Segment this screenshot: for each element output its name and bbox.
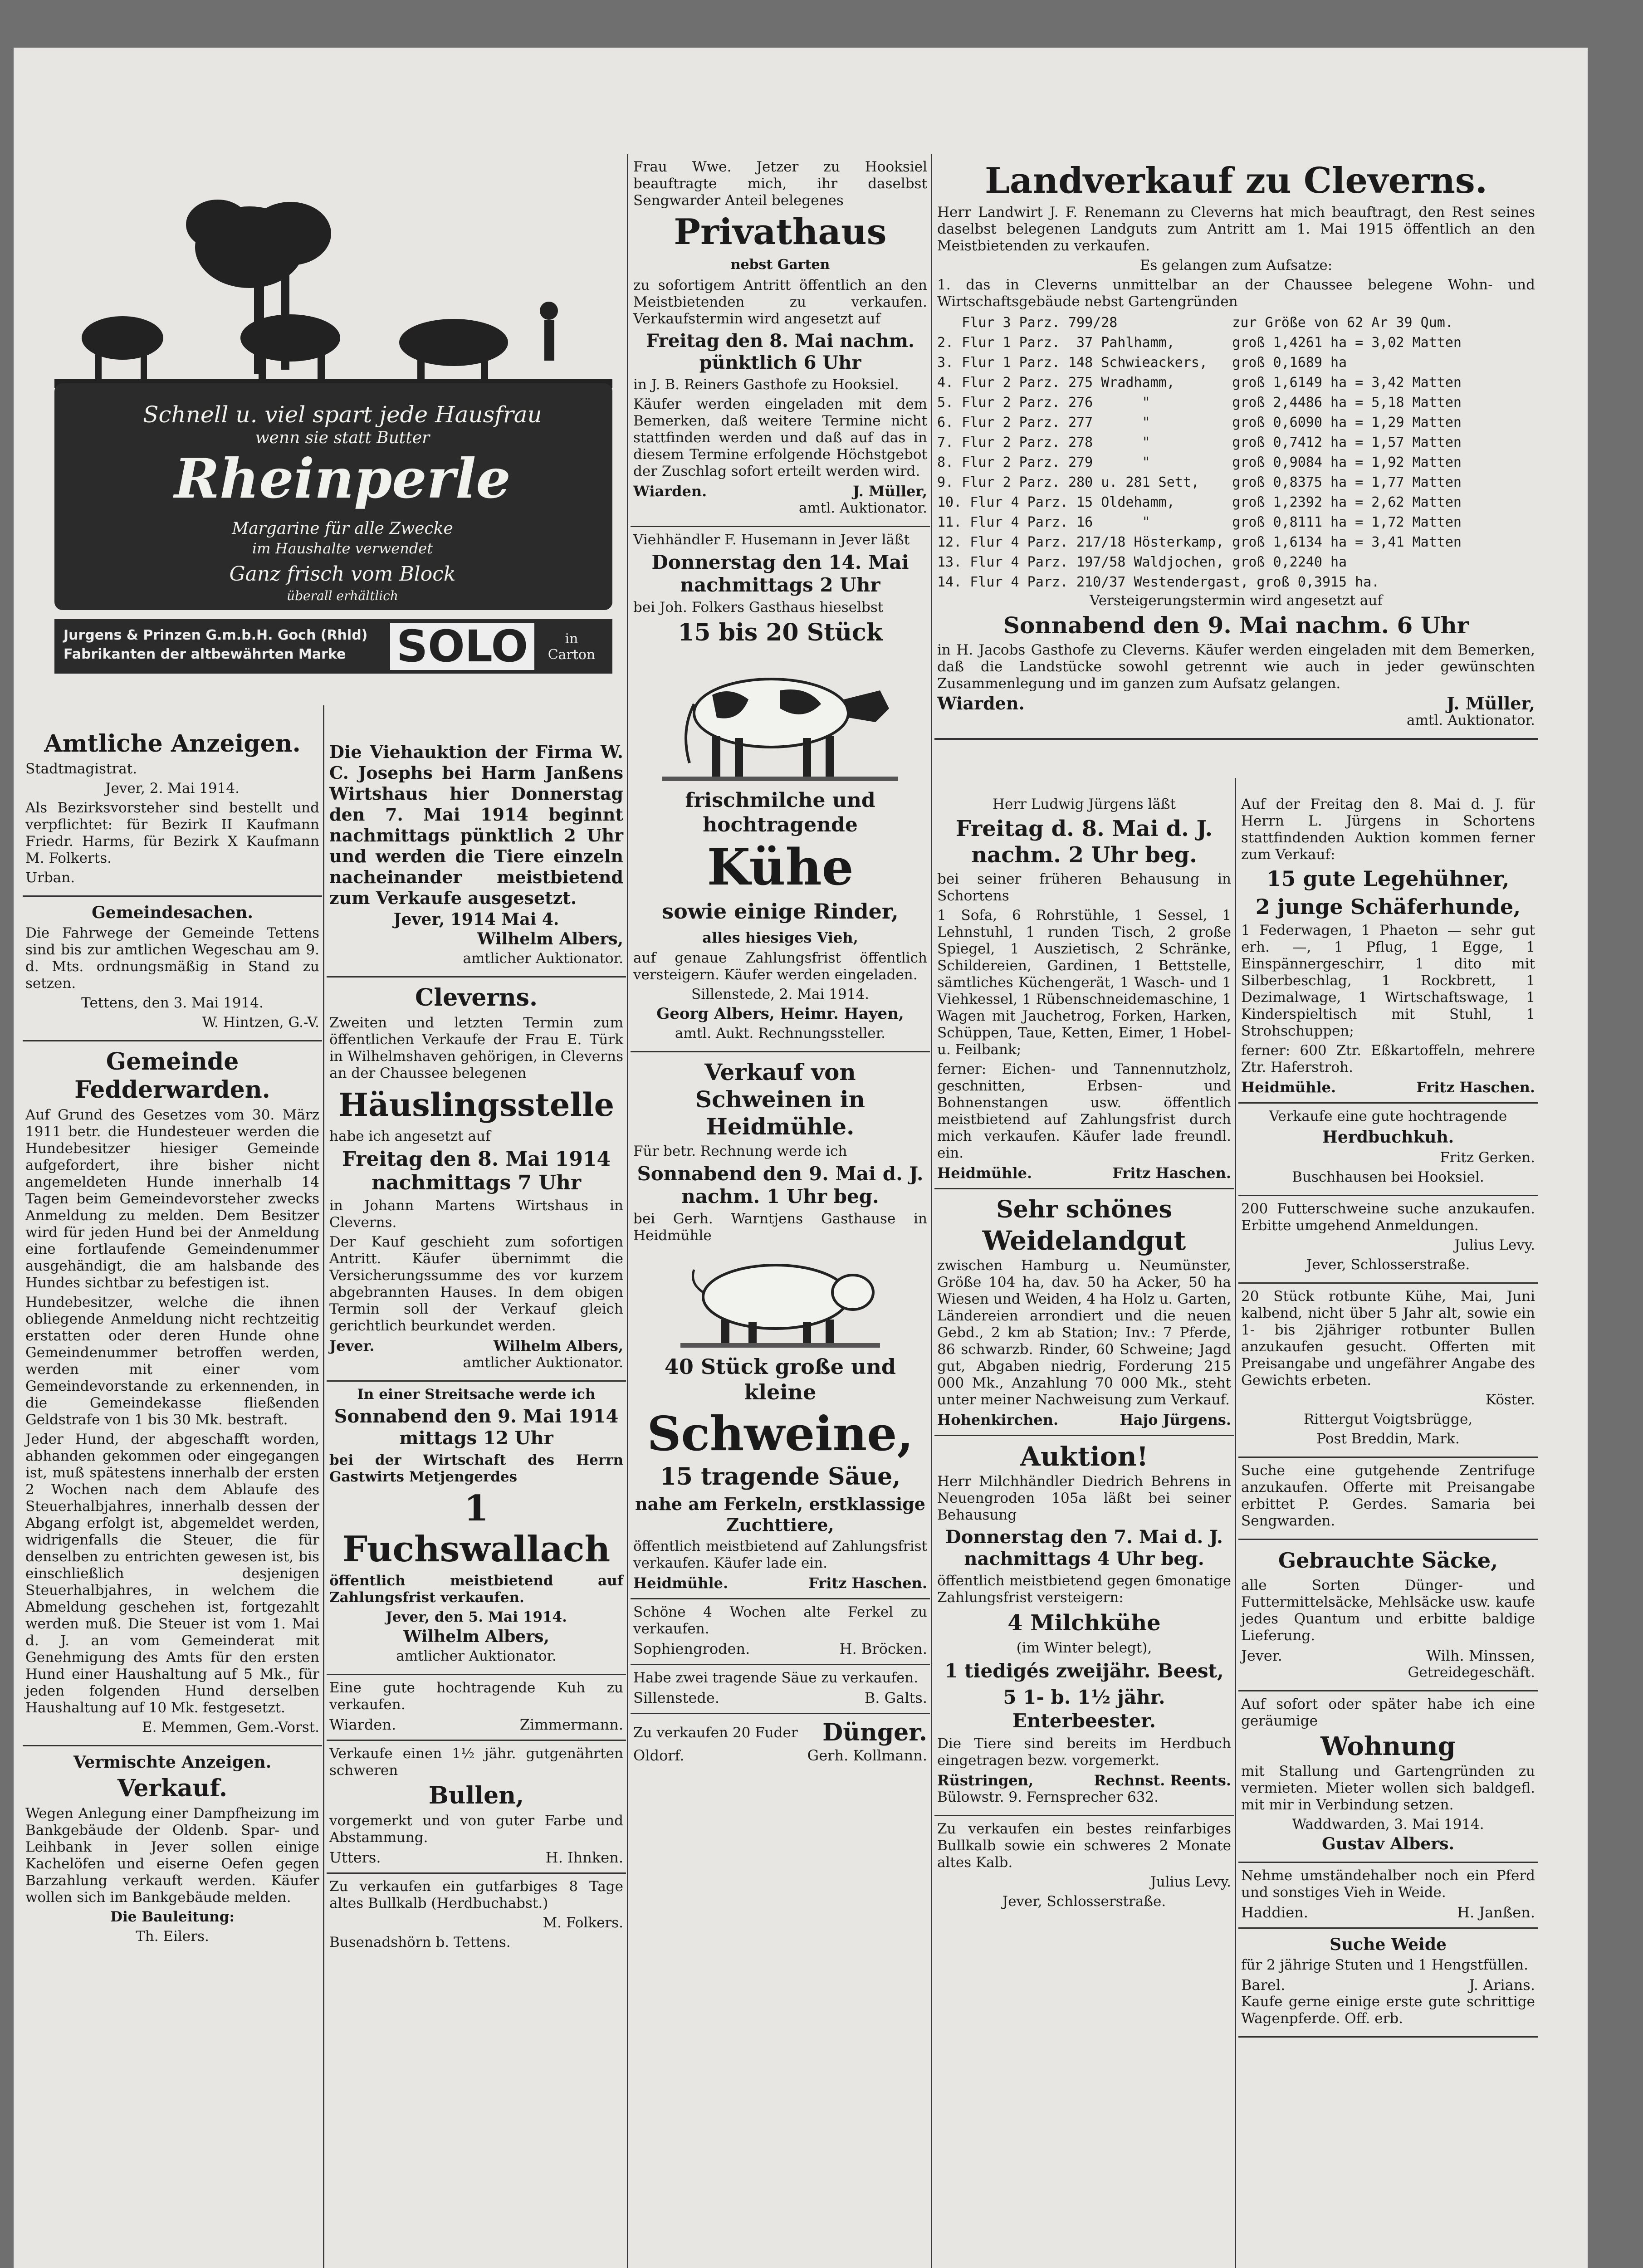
notice-signature: E. Memmen, Gem.-Vorst.	[142, 1719, 319, 1735]
ad-manufacturer: Jurgens & Prinzen G.m.b.H. Goch (Rhld)	[64, 627, 368, 643]
column-rule	[627, 154, 628, 2268]
notice-text: Als Bezirksvorsteher sind bestellt und verpflichtet: für Bezirk II Kaufmann Friedr. Harms, für Bezirk X Kaufmann M. Folkerts.	[25, 800, 319, 866]
notice-signature: W. Hintzen, G.-V.	[202, 1014, 319, 1031]
notice-date: Freitag den 8. Mai 1914 nachmittags 7 Uhr	[342, 1148, 611, 1194]
notice-text: Zu verkaufen 20 Fuder	[633, 1724, 798, 1741]
solo-brand-bar	[54, 619, 612, 674]
pig-illustration	[680, 1247, 880, 1351]
signature-name: Fritz Haschen.	[1112, 1164, 1231, 1182]
notice-signature	[329, 1849, 623, 1866]
notice-address: Post Breddin, Mark.	[1316, 1431, 1460, 1447]
notice-date: Sonnabend den 9. Mai nachm. 6 Uhr	[1003, 612, 1469, 639]
parcel-row: 9. Flur 2 Parz. 280 u. 281 Sett, groß 0,8375 ha = 1,77 Matten	[937, 474, 1462, 490]
notice-count: 40 Stück große und kleine	[664, 1354, 896, 1404]
bullkalb-levy-notice	[934, 1816, 1234, 1919]
notice-date: Waddwarden, 3. Mai 1914.	[1292, 1816, 1484, 1833]
notice-count: 15 bis 20 Stück	[678, 619, 883, 646]
notice-signature-place: Busenadshörn b. Tettens.	[329, 1934, 511, 1950]
signature-name: Wilhelm Albers,	[493, 1337, 623, 1354]
notice-title: Landverkauf zu Cleverns.	[985, 160, 1487, 201]
parcel-row: 8. Flur 2 Parz. 279 " groß 0,9084 ha = 1,92 Matten	[937, 455, 1462, 470]
margarine-logo-panel	[54, 383, 612, 610]
auction-item-note: (im Winter belegt),	[1016, 1640, 1152, 1656]
privathaus-notice	[631, 154, 930, 527]
notice-signature: Wilhelm Albers,	[477, 929, 623, 948]
ad-carton: in Carton	[548, 631, 596, 663]
landverkauf-block	[934, 154, 1538, 740]
signature-place: Rüstringen,	[937, 1772, 1034, 1789]
signature-name: Gerh. Kollmann.	[807, 1747, 927, 1764]
josephs-auction-notice	[327, 737, 626, 978]
notice-headline: Herdbuchkuh.	[1322, 1128, 1454, 1147]
notice-signature	[633, 1747, 927, 1764]
notice-text: Für betr. Rechnung werde ich	[633, 1143, 847, 1159]
notice-headline: Privathaus	[674, 211, 887, 253]
notice-signature: Gustav Albers.	[1321, 1834, 1455, 1853]
signature-place: Jever.	[329, 1337, 375, 1354]
section-title: Vermischte Anzeigen.	[73, 1753, 272, 1772]
notice-text: In einer Streitsache werde ich	[357, 1386, 596, 1403]
ad-description: Margarine für alle Zwecke	[232, 519, 453, 538]
auction-item: 1 tiedigés zweijähr. Beest,	[944, 1660, 1224, 1682]
notice-title: Sehr schönes	[996, 1196, 1172, 1223]
notice-headline: Bullen,	[428, 1782, 524, 1809]
notice-signature	[1241, 1079, 1535, 1096]
notice-heading: Stadtmagistrat.	[25, 761, 137, 777]
notice-text: bei Gerh. Warntjens Gasthause in Heidmühle	[633, 1211, 927, 1244]
notice-signature	[633, 1640, 927, 1657]
landverkauf-notice	[934, 154, 1538, 740]
auction-item: 4 Milchkühe	[1007, 1610, 1161, 1636]
fuchswallach-notice	[327, 1382, 626, 1675]
notice-text: vorgemerkt und von guter Farbe und Abstammung.	[329, 1813, 623, 1846]
signature-place: Oldorf.	[633, 1747, 685, 1764]
notice-text: Viehhändler F. Husemann in Jever läßt	[633, 532, 910, 548]
legehuehner-notice	[1238, 792, 1538, 1104]
notice-text: in H. Jacobs Gasthofe zu Cleverns. Käufer werden eingeladen mit dem Bemerken, daß die Landstücke sowohl getrennt wie auch in jeder gewünschten Zusammenlegung und im ganzen zum Aufsatz gelangen.	[937, 642, 1535, 692]
notice-title: Cleverns.	[415, 984, 538, 1012]
notice-date: Sonnabend den 9. Mai 1914 mittags 12 Uhr	[334, 1406, 619, 1449]
signature-place: Barel.	[1241, 1976, 1286, 1994]
notice-text: Jeder Hund, der abgeschafft worden, abhanden gekommen oder eingegangen ist, muß spätestens innerhalb der ersten 2 Wochen nach dem Ablaufe des Steuerhalbjahres, innerhalb dessen der Abgang erfolgt ist, abgemeldet werden, widrigenfalls die Steuer, die für denselben zu entrichten gewesen ist, bis einschließlich desjenigen Steuerhalbjahres, in welchem die Abmeldung geschehen ist, fortgezahlt werden muß. Die Steuer ist vom 1. Mai d. J. an vom Gemeinderat mit Genehmigung des Amts für den ersten Hund einer Haushaltung auf 5 Mk., für jeden folgenden Hund derselben Haushaltung auf 10 Mk. festgesetzt.	[25, 1431, 319, 1716]
column-5	[1238, 792, 1538, 2038]
notice-text: Verkaufe einen 1½ jähr. gutgenährten schweren	[329, 1745, 623, 1779]
juergens-auction-notice	[934, 792, 1234, 1189]
notice-text: Verkaufe eine gute hochtragende	[1269, 1108, 1507, 1124]
notice-date: Sillenstede, 2. Mai 1914.	[691, 986, 870, 1002]
signature-place: Jever.	[1241, 1647, 1282, 1664]
notice-title: Verkauf von Schweinen in Heidmühle.	[695, 1059, 866, 1140]
notice-signature	[329, 1337, 623, 1354]
notice-text: bei seiner früheren Behausung in Schortens	[937, 871, 1231, 904]
notice-text: Die Viehauktion der Firma W. C. Josephs bei Harm Janßens Wirtshaus hier Donnerstag den 7. Mai 1914 beginnt nachmittags pünktlich 2 Uhr und werden die Tiere einzeln nacheinander meistbietend zum Verkaufe ausgesetzt.	[329, 742, 623, 908]
signature-place: Haddien.	[1241, 1904, 1308, 1921]
notice-text: Herr Milchhändler Diedrich Behrens in Neuengroden 105a läßt bei seiner Behausung	[937, 1473, 1231, 1523]
notice-signature-name: Th. Eilers.	[136, 1928, 209, 1945]
notice-text: Herr Ludwig Jürgens läßt	[992, 796, 1176, 812]
notice-signature-role: Getreidegeschäft.	[1408, 1664, 1535, 1681]
column-rule	[1235, 778, 1236, 2268]
parcel-list	[937, 313, 1535, 592]
ad-brand-name: Rheinperle	[174, 447, 511, 511]
notice-signature: Wilhelm Albers,	[403, 1627, 549, 1646]
parcel-row: 3. Flur 1 Parz. 148 Schwieackers, groß 0,1689 ha	[937, 355, 1347, 371]
notice-text: Zweiten und letzten Termin zum öffentlichen Verkaufe der Frau E. Türk in Wilhelmshaven gehörigen, in Cleverns an der Chaussee belegenen	[329, 1015, 623, 1081]
signature-name: Wilh. Minssen,	[1426, 1647, 1535, 1664]
weide-pferd-notice	[1238, 1863, 1538, 1929]
notice-text: ferner: 600 Ztr. Eßkartoffeln, mehrere Ztr. Haferstroh.	[1241, 1042, 1535, 1075]
notice-text: Herr Landwirt J. F. Renemann zu Cleverns hat mich beauftragt, den Rest seines daselbst belegenen Landguts zum Antritt am 1. Mai 1915 öffentlich an den Meistbietenden zu verkaufen.	[937, 204, 1535, 254]
ad-headline: Schnell u. viel spart jede Hausfrau	[143, 401, 542, 428]
fedderwarden-notice	[23, 1041, 322, 1746]
notice-signature	[937, 1411, 1231, 1428]
ad-description-2: im Haushalte verwendet	[252, 540, 433, 557]
newspaper-page	[14, 48, 1588, 2268]
notice-subtitle: 15 tragende Säue,	[660, 1463, 901, 1491]
parcel-row: 2. Flur 1 Parz. 37 Pahlhamm, groß 1,4261 ha = 3,02 Matten	[937, 335, 1462, 351]
notice-date: Tettens, den 3. Mai 1914.	[81, 995, 264, 1011]
notice-headline: Gebrauchte Säcke,	[1278, 1548, 1498, 1573]
signature-place: Sophiengroden.	[633, 1640, 750, 1657]
notice-text: Auf der Freitag den 8. Mai d. J. für Herrn L. Jürgens in Schortens stattfindenden Auktion kommen ferner zum Verkauf:	[1241, 796, 1535, 863]
ad-manufacturer-2: Fabrikanten der altbewährten Marke	[64, 646, 346, 662]
signature-name: J. Müller,	[853, 483, 927, 500]
section-title: Amtliche Anzeigen.	[44, 730, 301, 758]
duenger-header	[633, 1719, 927, 1747]
notice-text: Käufer werden eingeladen mit dem Bemerken, daß weitere Termine nicht stattfinden werden und daß auf das in diesem Termine erfolgende Höchstgebot der Zuschlag sofort erteilt werden wird.	[633, 396, 927, 479]
notice-headline: Kühe	[707, 838, 854, 896]
notice-text: zu sofortigem Antritt öffentlich an den Meistbietenden zu verkaufen. Verkaufstermin wird angesetzt auf	[633, 277, 927, 327]
notice-subtitle: sowie einige Rinder,	[662, 899, 899, 924]
notice-headline: 1 Fuchswallach	[342, 1488, 611, 1570]
cow-illustration	[662, 650, 898, 786]
notice-text: Die Fahrwege der Gemeinde Tettens sind bis zur amtlichen Wegeschau am 9. d. Mts. ordnungsmäßig in Stand zu setzen.	[25, 925, 319, 992]
ferkel-sale-notice	[631, 1599, 930, 1665]
notice-address: Buschhausen bei Hooksiel.	[1292, 1169, 1484, 1185]
rotbunte-kuehe-notice	[1238, 1284, 1538, 1458]
signature-name: Zimmermann.	[519, 1716, 623, 1733]
notice-text: Suche eine gutgehende Zentrifuge anzukaufen. Offerte mit Preisangabe erbittet P. Gerdes. Samaria bei Sengwarden.	[1241, 1462, 1535, 1529]
notice-title: Gemeinde Fedderwarden.	[74, 1048, 270, 1104]
notice-date: Donnerstag den 7. Mai d. J. nachmittags 4 Uhr beg.	[945, 1526, 1223, 1569]
kuehe-auction-notice	[631, 527, 930, 1052]
parcel-row: 5. Flur 2 Parz. 276 " groß 2,4486 ha = 5,18 Matten	[937, 395, 1462, 411]
notice-address: Bülowstr. 9. Fernsprecher 632.	[937, 1789, 1159, 1805]
parcel-row: Flur 3 Parz. 799/28 zur Größe von 62 Ar 39 Qum.	[937, 315, 1453, 331]
futterschweine-notice	[1238, 1196, 1538, 1284]
notice-date: Jever, 2. Mai 1914.	[105, 780, 240, 797]
notice-text: ferner: Eichen- und Tannennutzholz, geschnitten, Erbsen- und Bohnenstangen usw. öffentlich meistbietend auf Zahlungsfrist durch mich verkaufen. Käufer lade freundl. ein.	[937, 1061, 1231, 1161]
auction-item: 5 1- b. 1½ jähr. Enterbeester.	[1003, 1686, 1165, 1732]
notice-signature: Julius Levy.	[1150, 1874, 1231, 1890]
notice-text: Auf Grund des Gesetzes vom 30. März 1911 betr. die Hundesteuer werden die Hundebesitzer hiesiger Gemeinde aufgefordert, ihre bisher nicht angemeldeten Hunde innerhalb 14 Tagen beim Gemeindevorsteher zwecks Anmeldung zu melden. Dem Besitzer wird für jeden Hund bei der Anmeldung eine fortlaufende Gemeindenummer ausgehändigt, die am halsbande des Hundes sichtbar zu befestigen ist.	[25, 1107, 319, 1291]
notice-subtitle: frischmilche und hochtragende	[685, 789, 875, 836]
notice-text: 1 Federwagen, 1 Phaeton — sehr gut erh. —, 1 Pflug, 1 Egge, 1 Einspännergeschirr, 1 dito mit Silberbeschlag, 1 Rockbrett, 1 Dezimalwage, 1 Wirtschaftswage, 1 Kinderspieltisch mit Stuhl, 1 Strohschuppen;	[1241, 922, 1535, 1039]
notice-text: mit Stallung und Gartengründen zu vermieten. Mieter wollen sich baldgefl. mit mir in Verbindung setzen.	[1241, 1763, 1535, 1813]
notice-signature-role: amtl. Aukt. Rechnungssteller.	[675, 1025, 886, 1041]
column-rule	[323, 705, 324, 2268]
parcel-row: 13. Flur 4 Parz. 197/58 Waldjochen, groß 0,2240 ha	[937, 554, 1347, 570]
notice-text: in Johann Martens Wirtshaus in Cleverns.	[329, 1198, 623, 1231]
notice-text: für 2 jährige Stuten und 1 Hengstfüllen.	[1241, 1957, 1529, 1973]
notice-date: Sonnabend den 9. Mai d. J. nachm. 1 Uhr beg.	[637, 1163, 924, 1207]
notice-signature: M. Folkers.	[543, 1915, 623, 1931]
signature-place: Hohenkirchen.	[937, 1411, 1059, 1428]
signature-place: Sillenstede.	[633, 1689, 719, 1706]
notice-signature	[633, 483, 927, 500]
notice-text: zwischen Hamburg u. Neumünster, Größe 104 ha, dav. 50 ha Acker, 50 ha Wiesen und Weiden, 4 ha Holz u. Garten, Ländereien arrondiert und die neuen Gebd., 2 km ab Station; Inv.: 7 Pferde, 86 schwarzb. Rinder, 60 Schweine; Jagd gut, Abgaben niedrig, Forderung 215 000 Mk., Anzahlung 70 000 Mk., steht unter meiner Nachweisung zum Verkauf.	[937, 1257, 1231, 1408]
notice-text: Auf sofort oder später habe ich eine geräumige	[1241, 1696, 1535, 1729]
notice-signature	[1241, 1647, 1535, 1664]
notice-signature: Die Bauleitung:	[110, 1909, 235, 1925]
notice-date: Jever, den 5. Mai 1914.	[386, 1609, 567, 1625]
parcel-row: 12. Flur 4 Parz. 217/18 Hösterkamp, groß 1,6134 ha = 3,41 Matten	[937, 534, 1462, 550]
notice-signature: Rittergut Voigtsbrügge,	[1303, 1411, 1473, 1427]
notice-signature	[1241, 1904, 1535, 1921]
notice-text: Habe zwei tragende Säue zu verkaufen.	[633, 1670, 919, 1686]
notice-subtitle: nahe am Ferkeln, erstklassige Zuchttiere,	[635, 1494, 925, 1535]
notice-text: alle Sorten Dünger- und Futtermittelsäcke, Mehlsäcke usw. kaufe jedes Quantum und erbitte baldige Lieferung.	[1241, 1577, 1535, 1644]
saeue-sale-notice	[631, 1665, 930, 1714]
notice-text: Wegen Anlegung einer Dampfheizung im Bankgebäude der Oldenb. Spar- und Leihbank in Jever sollen einige Kachelöfen und eiserne Oefen gegen Barzahlung verkauft werden. Käufer wollen sich im Bankgebäude melden.	[25, 1805, 319, 1906]
saecke-notice	[1238, 1540, 1538, 1691]
notice-subtitle: nebst Garten	[730, 257, 830, 273]
notice-headline: Dünger.	[822, 1719, 927, 1746]
notice-signature	[937, 1772, 1231, 1789]
signature-name: Fritz Haschen.	[808, 1574, 927, 1592]
parcel-row: 14. Flur 4 Parz. 210/37 Westendergast, groß 0,3915 ha.	[937, 574, 1380, 590]
notice-text: öffentlich meistbietend gegen 6monatige Zahlungsfrist versteigern:	[937, 1573, 1231, 1606]
column-2	[327, 737, 626, 1960]
notice-text: Zu verkaufen ein bestes reinfarbiges Bullkalb sowie ein schweres 2 Monate altes Kalb.	[937, 1821, 1231, 1871]
column-rule	[931, 154, 932, 2268]
stadtmagistrat-notice	[23, 723, 322, 897]
notice-text: Schöne 4 Wochen alte Ferkel zu verkaufen.	[633, 1604, 927, 1637]
notice-text: bei der Wirtschaft des Herrn Gastwirts Metjengerdes	[329, 1452, 623, 1485]
signature-place: Utters.	[329, 1849, 381, 1866]
notice-title: Auktion!	[1020, 1441, 1149, 1472]
notice-signature-role: amtl. Auktionator.	[799, 500, 927, 516]
notice-date: Donnerstag den 14. Mai nachmittags 2 Uhr	[651, 551, 909, 596]
notice-subtitle: alles hiesiges Vieh,	[702, 929, 858, 946]
bullkalb-sale-notice	[327, 1874, 626, 1960]
margarine-advertisement	[45, 166, 621, 733]
signature-place: Wiarden.	[633, 483, 707, 500]
notice-text: Der Kauf geschieht zum sofortigen Antritt. Käufer übernimmt die Versicherungssumme des vor kurzem abgebrannten Hauses. In dem obigen Termin soll der Verkauf gleich gerichtlich beurkundet werden.	[329, 1234, 623, 1334]
notice-subtitle: Es gelangen zum Aufsatze:	[1139, 257, 1333, 274]
notice-headline: Wohnung	[1320, 1731, 1456, 1761]
verkauf-notice	[23, 1746, 322, 1954]
signature-place: Wiarden.	[937, 693, 1025, 714]
notice-address: Jever, Schlosserstraße.	[1306, 1256, 1470, 1273]
notice-signature-role: amtlicher Auktionator.	[396, 1648, 557, 1664]
notice-signature	[633, 1689, 927, 1706]
notice-text: auf genaue Zahlungsfrist öffentlich versteigern. Käufer werden eingeladen.	[633, 950, 927, 983]
notice-signature: Fritz Gerken.	[1440, 1149, 1535, 1166]
signature-name: J. Müller,	[1447, 693, 1535, 714]
notice-headline: 2 junge Schäferhunde,	[1255, 894, 1521, 919]
signature-name: H. Janßen.	[1457, 1904, 1535, 1921]
parcel-row: 11. Flur 4 Parz. 16 " groß 0,8111 ha = 1,72 Matten	[937, 514, 1462, 530]
notice-headline: Suche Weide	[1330, 1935, 1447, 1954]
signature-name: Rechnst. Reents.	[1094, 1772, 1231, 1789]
cleverns-house-notice	[327, 978, 626, 1382]
notice-signature	[329, 1716, 623, 1733]
notice-text: 200 Futterschweine suche anzukaufen. Erbitte umgehend Anmeldungen.	[1241, 1201, 1535, 1234]
ad-slogan: Ganz frisch vom Block	[229, 562, 456, 586]
notice-signature-role: amtl. Auktionator.	[1407, 712, 1535, 728]
notice-signature-role: amtlicher Auktionator.	[463, 1354, 623, 1371]
notice-text: öffentlich meistbietend auf Zahlungsfrist verkaufen. Käufer lade ein.	[633, 1538, 927, 1571]
notice-headline: Schweine,	[647, 1406, 914, 1461]
signature-name: H. Ihnken.	[545, 1849, 623, 1866]
notice-signature-role: amtlicher Auktionator.	[463, 950, 623, 967]
column-3	[631, 154, 930, 1770]
notice-text: Die Tiere sind bereits im Herdbuch eingetragen bezw. vorgemerkt.	[937, 1735, 1231, 1769]
weidelandgut-notice	[934, 1189, 1234, 1436]
notice-text: 1 Sofa, 6 Rohrstühle, 1 Sessel, 1 Lehnstuhl, 1 runden Tisch, 2 große Spiegel, 1 Auszietisch, 2 Schränke, Schildereien, Gardinen, 1 Bettstelle, sämtliches Küchengerät, 1 Wasch- und 1 Viehkessel, 1 Rübenschneidemaschine, 1 Wagen mit Jauchetrog, Forken, Harken, Schüppen, Taue, Ketten, Eimer, 1 Hobel- u. Feilbank;	[937, 907, 1231, 1058]
zentrifuge-notice	[1238, 1458, 1538, 1540]
signature-name: H. Bröcken.	[839, 1640, 927, 1657]
signature-place: Heidmühle.	[937, 1164, 1032, 1182]
notice-signature: Urban.	[25, 870, 75, 886]
column-4	[934, 792, 1234, 1919]
parcel-row: 7. Flur 2 Parz. 278 " groß 0,7412 ha = 1,57 Matten	[937, 435, 1462, 450]
parcel-row: 4. Flur 2 Parz. 275 Wradhamm, groß 1,6149 ha = 3,42 Matten	[937, 375, 1462, 391]
notice-text: 20 Stück rotbunte Kühe, Mai, Juni kalbend, nicht über 5 Jahr alt, sowie ein 1- bis 2jähriger rotbunter Bullen anzukaufen gesucht. Offerten mit Preisangabe und ungefährer Angabe des Gewichts erbeten.	[1241, 1288, 1535, 1388]
notice-signature	[937, 1164, 1231, 1182]
signature-place: Heidmühle.	[633, 1574, 729, 1592]
notice-text: Hundebesitzer, welche die ihnen obliegende Anmeldung nicht rechtzeitig erstatten oder deren Hunde ohne Gemeindenummer betroffen werden, werden mit einer vom Gemeindevorstande zu erkennenden, in die Gemeindekasse fließenden Geldstrafe von 1 bis 30 Mk. bestraft.	[25, 1294, 319, 1428]
signature-place: Wiarden.	[329, 1716, 396, 1733]
kuh-sale-notice	[327, 1675, 626, 1741]
notice-date: Freitag den 8. Mai nachm. pünktlich 6 Uhr	[646, 330, 914, 373]
notice-signature	[937, 695, 1535, 712]
signature-place: Heidmühle.	[1241, 1079, 1336, 1096]
ad-subline: wenn sie statt Butter	[255, 429, 430, 447]
ad-availability: überall erhältlich	[287, 588, 398, 603]
duenger-sale-notice	[631, 1714, 930, 1770]
notice-text: habe ich angesetzt auf	[329, 1128, 491, 1144]
notice-text: öffentlich meistbietend auf Zahlungsfrist verkaufen.	[329, 1573, 623, 1606]
solo-logo: SOLO	[390, 623, 534, 670]
gemeindesachen-notice	[23, 897, 322, 1041]
notice-text: 1. das in Cleverns unmittelbar an der Chaussee belegene Wohn- und Wirtschaftsgebäude nebst Gartengründen	[937, 277, 1535, 310]
notice-signature: Georg Albers, Heimr. Hayen,	[656, 1005, 904, 1023]
notice-text: Frau Wwe. Jetzer zu Hooksiel beauftragte mich, ihr daselbst Sengwarder Anteil belegenes	[633, 159, 927, 209]
signature-name: J. Arians.	[1469, 1976, 1535, 1994]
wohnung-notice	[1238, 1691, 1538, 1863]
herdbuchkuh-notice	[1238, 1104, 1538, 1196]
notice-address: Jever, Schlosserstraße.	[1002, 1893, 1166, 1910]
notice-text: Zu verkaufen ein gutfarbiges 8 Tage altes Bullkalb (Herdbuchabst.)	[329, 1878, 623, 1911]
signature-name: Hajo Jürgens.	[1120, 1411, 1231, 1428]
notice-text: Nehme umständehalber noch ein Pferd und sonstiges Vieh in Weide.	[1241, 1867, 1535, 1901]
farm-scene-illustration	[54, 193, 612, 388]
notice-headline: Häuslingsstelle	[338, 1086, 615, 1124]
notice-signature-name: Köster.	[1486, 1392, 1535, 1408]
schweine-auction-notice	[631, 1052, 930, 1599]
notice-text: bei Joh. Folkers Gasthaus hieselbst	[633, 599, 884, 616]
milchkuehe-auction-notice	[934, 1436, 1234, 1816]
parcel-row: 6. Flur 2 Parz. 277 " groß 0,6090 ha = 1,29 Matten	[937, 415, 1462, 430]
parcel-row: 10. Flur 4 Parz. 15 Oldehamm, groß 1,2392 ha = 2,62 Matten	[937, 494, 1462, 510]
signature-name: Fritz Haschen.	[1416, 1079, 1535, 1096]
notice-text: Versteigerungstermin wird angesetzt auf	[1090, 592, 1383, 609]
notice-signature	[1241, 1976, 1535, 1994]
notice-headline: 15 gute Legehühner,	[1266, 866, 1510, 891]
notice-text: in J. B. Reiners Gasthofe zu Hooksiel.	[633, 376, 899, 393]
notice-text: Kaufe gerne einige erste gute schrittige Wagenpferde. Off. erb.	[1241, 1994, 1535, 2027]
signature-name: B. Galts.	[864, 1689, 927, 1706]
notice-title: Gemeindesachen.	[92, 903, 253, 922]
notice-headline: Weidelandgut	[982, 1225, 1186, 1256]
bullen-sale-notice	[327, 1741, 626, 1874]
notice-signature: Julius Levy.	[1454, 1237, 1535, 1253]
notice-date: Freitag d. 8. Mai d. J. nachm. 2 Uhr beg.	[955, 816, 1213, 868]
suche-weide-notice	[1238, 1929, 1538, 2038]
notice-text: Eine gute hochtragende Kuh zu verkaufen.	[329, 1680, 623, 1713]
notice-title: Verkauf.	[117, 1774, 228, 1802]
column-1	[23, 723, 322, 1954]
notice-date: Jever, 1914 Mai 4.	[393, 910, 559, 929]
notice-signature	[633, 1574, 927, 1592]
